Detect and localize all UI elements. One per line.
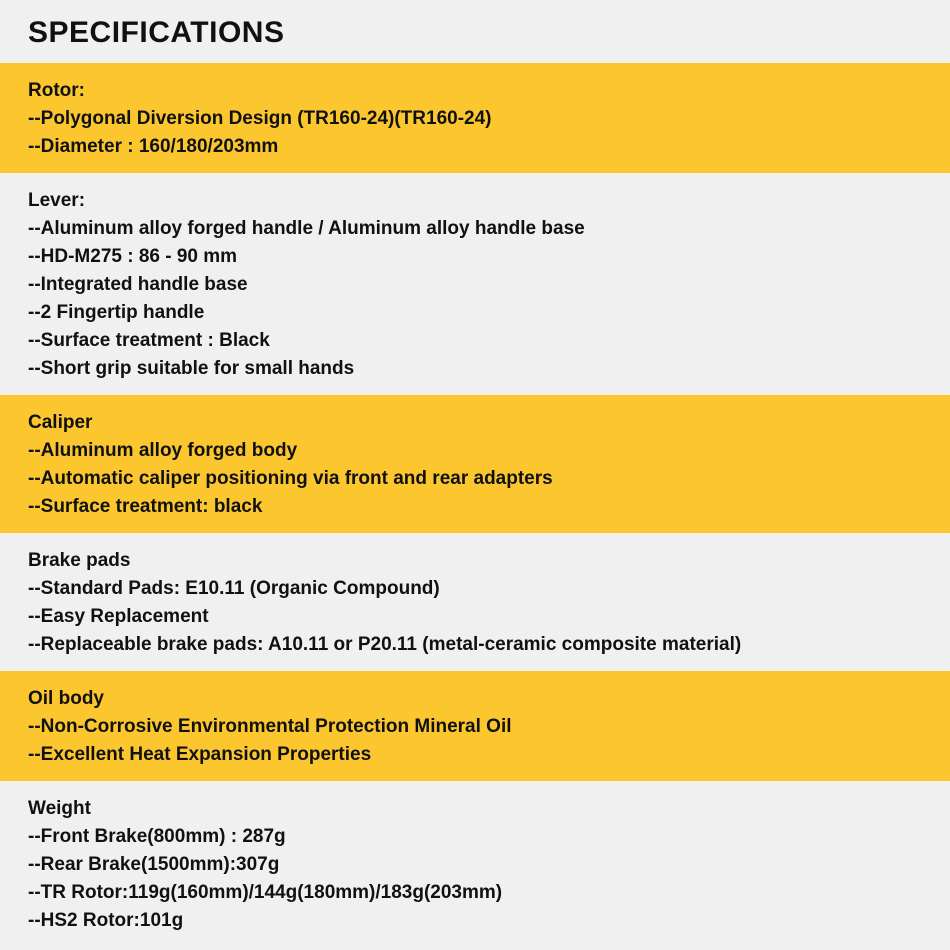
spec-line: --HS2 Rotor:101g — [28, 910, 184, 931]
page-header — [0, 0, 950, 63]
spec-line: --Easy Replacement — [28, 606, 209, 627]
spec-section-rotor — [0, 63, 950, 173]
spec-line: --Surface treatment: black — [28, 496, 263, 517]
spec-line: --Rear Brake(1500mm):307g — [28, 854, 280, 875]
spec-line: --2 Fingertip handle — [28, 302, 205, 323]
spec-line: --Integrated handle base — [28, 274, 248, 295]
spec-section-lever — [0, 173, 950, 395]
spec-section-caliper — [0, 395, 950, 533]
page-title: SPECIFICATIONS — [28, 15, 285, 49]
section-heading: Weight — [28, 798, 91, 819]
spec-line: --Standard Pads: E10.11 (Organic Compound) — [28, 578, 440, 599]
section-heading: Caliper — [28, 412, 93, 433]
spec-line: --Short grip suitable for small hands — [28, 358, 355, 379]
spec-section-weight — [0, 781, 950, 947]
spec-line: --Aluminum alloy forged handle / Aluminum alloy handle base — [28, 218, 585, 239]
spec-line: --Diameter : 160/180/203mm — [28, 136, 279, 157]
section-heading: Rotor: — [28, 80, 85, 101]
spec-line: --HD-M275 : 86 - 90 mm — [28, 246, 238, 267]
spec-line: --Non-Corrosive Environmental Protection Mineral Oil — [28, 716, 512, 737]
spec-line: --TR Rotor:119g(160mm)/144g(180mm)/183g(203mm) — [28, 882, 503, 903]
spec-sections — [0, 63, 950, 947]
section-heading: Oil body — [28, 688, 104, 709]
section-heading: Lever: — [28, 190, 86, 211]
section-heading: Brake pads — [28, 550, 131, 571]
spec-section-oil-body — [0, 671, 950, 781]
spec-section-brake-pads — [0, 533, 950, 671]
spec-line: --Aluminum alloy forged body — [28, 440, 298, 461]
spec-line: --Excellent Heat Expansion Properties — [28, 744, 372, 765]
spec-line: --Surface treatment : Black — [28, 330, 270, 351]
spec-line: --Polygonal Diversion Design (TR160-24)(TR160-24) — [28, 108, 492, 129]
spec-line: --Front Brake(800mm) : 287g — [28, 826, 286, 847]
spec-line: --Replaceable brake pads: A10.11 or P20.11 (metal-ceramic composite material) — [28, 634, 742, 655]
spec-line: --Automatic caliper positioning via front and rear adapters — [28, 468, 553, 489]
